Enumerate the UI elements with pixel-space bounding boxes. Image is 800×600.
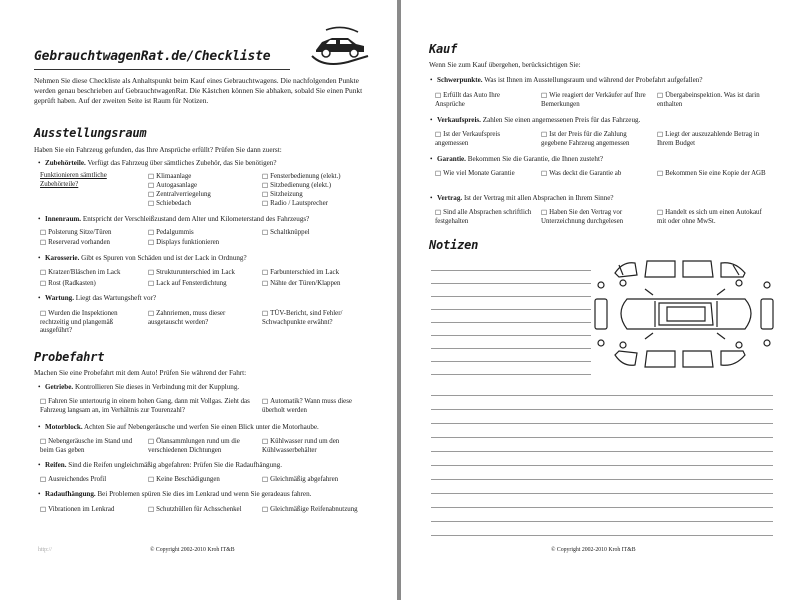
bullet-dot: • xyxy=(38,159,41,167)
checkbox-item[interactable]: □ Sind alle Absprachen schriftlich festgehalten xyxy=(435,208,532,225)
checkbox-item[interactable]: □ Kratzer/Bläschen im Lack xyxy=(40,268,121,276)
checkbox-item[interactable]: □ Schaltknüppel xyxy=(262,228,310,236)
bullet-dot: • xyxy=(430,155,433,163)
bullet-verkaufspreis xyxy=(430,116,767,125)
bullet-text: Was ist Ihnen im Ausstellungsraum und während der Probefahrt aufgefallen? xyxy=(484,76,703,84)
note-line[interactable] xyxy=(431,374,591,375)
note-line[interactable] xyxy=(431,479,773,480)
note-line[interactable] xyxy=(431,493,773,494)
bullet-dot: • xyxy=(38,490,41,498)
checkbox-item[interactable]: □ Reserverad vorhanden xyxy=(40,238,110,246)
note-line[interactable] xyxy=(431,521,773,522)
checkbox-item[interactable]: □ Bekommen Sie eine Kopie der AGB xyxy=(657,169,766,177)
note-line[interactable] xyxy=(431,335,591,336)
checkbox-item[interactable]: □ Liegt der auszuzahlende Betrag in Ihrem Budget xyxy=(657,130,760,147)
checkbox-item[interactable]: □ Nebengeräusche im Stand und beim Gas geben xyxy=(40,437,133,454)
bullet-label: Reifen. xyxy=(45,461,67,469)
bullet-schwerpunkte xyxy=(430,76,767,85)
checkbox-item[interactable]: □ Schutzhüllen für Achsschenkel xyxy=(148,505,242,513)
copyright-footer: © Copyright 2002-2010 Kroh IT&B xyxy=(551,547,636,553)
bullet-text: Bei Problemen spüren Sie dies im Lenkrad und wenn Sie geradeaus fahren. xyxy=(97,490,312,498)
copyright-footer: © Copyright 2002-2010 Kroh IT&B xyxy=(150,547,235,553)
bullet-innenraum xyxy=(38,215,380,224)
bullet-dot: • xyxy=(430,116,433,124)
checkbox-item[interactable]: □ Wie reagiert der Verkäufer auf Ihre Bemerkungen xyxy=(541,91,646,108)
bullet-label: Radaufhängung. xyxy=(45,490,96,498)
note-line[interactable] xyxy=(431,423,773,424)
checkbox-item[interactable]: □ Erfüllt das Auto Ihre Ansprüche xyxy=(435,91,500,108)
checkbox-item[interactable]: □ Fensterbedienung (elekt.) xyxy=(262,172,341,180)
bullet-dot: • xyxy=(38,215,41,223)
bullet-text: Gibt es Spuren von Schäden und ist der Lack in Ordnung? xyxy=(81,254,247,262)
note-line[interactable] xyxy=(431,451,773,452)
checkbox-item[interactable]: □ Schiebedach xyxy=(148,199,191,207)
bullet-vertrag xyxy=(430,194,767,203)
car-damage-diagram xyxy=(593,255,775,387)
note-line[interactable] xyxy=(431,348,591,349)
checkbox-item[interactable]: □ Strukturunterschied im Lack xyxy=(148,268,235,276)
bullet-dot: • xyxy=(430,194,433,202)
bullet-text: Kontrollieren Sie dieses in Verbindung mit der Kupplung. xyxy=(74,383,240,391)
bullet-zubehoer xyxy=(38,159,375,168)
checkbox-item[interactable]: □ Ölansammlungen rund um die verschiedenen Dichtungen xyxy=(148,437,240,454)
checkbox-item[interactable]: □ Farbunterschied im Lack xyxy=(262,268,340,276)
checkbox-item[interactable]: □ Gleichmäßige Reifenabnutzung xyxy=(262,505,358,513)
note-line[interactable] xyxy=(431,283,591,284)
bullet-dot: • xyxy=(38,383,41,391)
kauf-intro: Wenn Sie zum Kauf übergehen, berücksichtigen Sie: xyxy=(429,61,581,69)
bullet-dot: • xyxy=(38,254,41,262)
section-heading-kauf: Kauf xyxy=(429,42,458,56)
checkbox-item[interactable]: □ Übergabeinspektion. Was ist darin enthalten xyxy=(657,91,760,108)
checkbox-item[interactable]: □ Polsterung Sitze/Türen xyxy=(40,228,112,236)
checkbox-item[interactable]: □ Handelt es sich um einen Autokauf mit oder ohne MwSt. xyxy=(657,208,762,225)
checkbox-item[interactable]: □ Zahnriemen, muss dieser ausgetauscht werden? xyxy=(148,309,226,326)
checkbox-item[interactable]: □ Fahren Sie untertourig in einem hohen Gang, dann mit Vollgas. Zieht das Fahrzeug langsam an, im Verhältnis zur Tourenzahl? xyxy=(40,397,250,414)
note-line[interactable] xyxy=(431,437,773,438)
bullet-text: Bekommen Sie die Garantie, die Ihnen zusteht? xyxy=(467,155,604,163)
section-heading-notizen: Notizen xyxy=(429,238,479,252)
bullet-garantie xyxy=(430,155,767,164)
checkbox-item[interactable]: □ Ist der Preis für die Zahlung gegebene Fahrzeug angemessen xyxy=(541,130,630,147)
bullet-dot: • xyxy=(430,76,433,84)
section-heading-probefahrt: Probefahrt xyxy=(34,350,105,364)
bullet-label: Motorblock. xyxy=(45,423,83,431)
checkbox-item[interactable]: □ Radio / Lautsprecher xyxy=(262,199,328,207)
intro-text: Nehmen Sie diese Checkliste als Anhaltspunkt beim Kauf eines Gebrauchtwagens. Die nachfolgenden Punkte werden genau beschrieben auf GebrauchtwagenRat. Die Kästchen können Sie abhaken, sobald Sie einen Punkt geprüft haben. Auf der zweiten Seite ist Raum für Notizen. xyxy=(34,76,363,105)
checkbox-item[interactable]: □ Ausreichendes Profil xyxy=(40,475,107,483)
checkbox-item[interactable]: □ Haben Sie den Vertrag vor Unterzeichnung durchgelesen xyxy=(541,208,624,225)
zubehoer-question-line2: Zubehörteile? xyxy=(40,181,79,188)
checkbox-item[interactable]: □ Keine Beschädigungen xyxy=(148,475,220,483)
checkbox-item[interactable]: □ Nähte der Türen/Klappen xyxy=(262,279,341,287)
bullet-text: Entspricht der Verschleißzustand dem Alter und Kilometerstand des Fahrzeugs? xyxy=(82,215,310,223)
checkbox-item[interactable]: □ Wie viel Monate Garantie xyxy=(435,169,515,177)
note-line[interactable] xyxy=(431,309,591,310)
bullet-motorblock xyxy=(38,423,385,432)
bullet-label: Innenraum. xyxy=(45,215,82,223)
checkbox-item[interactable]: □ Automatik? Wann muss diese überholt werden xyxy=(262,397,352,414)
checkbox-item[interactable]: □ Autogasanlage xyxy=(148,181,198,189)
bullet-label: Zubehörteile. xyxy=(45,159,86,167)
bullet-getriebe xyxy=(38,383,380,392)
bullet-label: Karosserie. xyxy=(45,254,80,262)
section-heading-ausstellungsraum: Ausstellungsraum xyxy=(34,126,147,140)
note-line[interactable] xyxy=(431,465,773,466)
bullet-label: Schwerpunkte. xyxy=(437,76,483,84)
bullet-wartung xyxy=(38,294,380,303)
document-title: GebrauchtwagenRat.de/Checkliste xyxy=(34,49,271,64)
checkbox-item[interactable]: □ Lack auf Fensterdichtung xyxy=(148,279,227,287)
checkbox-item[interactable]: □ TÜV-Bericht, sind Fehler/ Schwachpunkte erwähnt? xyxy=(262,309,343,326)
checkbox-item[interactable]: □ Klimaanlage xyxy=(148,172,192,180)
note-line[interactable] xyxy=(431,361,591,362)
bullet-dot: • xyxy=(38,294,41,302)
zubehoer-question-line1: Funktionieren sämtliche xyxy=(40,172,107,179)
note-line[interactable] xyxy=(431,535,773,536)
checkbox-item[interactable]: □ Ist der Verkaufspreis angemessen xyxy=(435,130,501,147)
note-line[interactable] xyxy=(431,270,591,271)
checkbox-item[interactable]: □ Kühlwasser rund um den Kühlwasserbehälter xyxy=(262,437,340,454)
bullet-radaufhaengung xyxy=(38,490,385,499)
checkbox-item[interactable]: □ Gleichmäßig abgefahren xyxy=(262,475,339,483)
checkbox-item[interactable]: □ Displays funktionieren xyxy=(148,238,220,246)
bullet-label: Garantie. xyxy=(437,155,466,163)
bullet-text: Ist der Vertrag mit allen Absprachen in Ihrem Sinne? xyxy=(463,194,614,202)
bullet-label: Vertrag. xyxy=(437,194,463,202)
checkbox-item[interactable]: □ Wurden die Inspektionen rechtzeitig und plangemäß ausgeführt? xyxy=(40,309,118,334)
checkbox-item[interactable]: □ Sitzbedienung (elekt.) xyxy=(262,181,332,189)
bullet-text: Verfügt das Fahrzeug über sämtliches Zubehör, das Sie benötigen? xyxy=(87,159,277,167)
bullet-text: Zahlen Sie einen angemessenen Preis für das Fahrzeug. xyxy=(482,116,641,124)
note-line[interactable] xyxy=(431,296,591,297)
bullet-text: Liegt das Wartungsheft vor? xyxy=(75,294,157,302)
bullet-text: Achten Sie auf Nebengeräusche und werfen Sie einen Blick unter die Motorhaube. xyxy=(84,423,319,431)
bullet-reifen xyxy=(38,461,380,470)
checkbox-item[interactable]: □ Sitzheizung xyxy=(262,190,303,198)
bullet-karosserie xyxy=(38,254,380,263)
bullet-label: Verkaufspreis. xyxy=(437,116,481,124)
note-line[interactable] xyxy=(431,409,773,410)
note-line[interactable] xyxy=(431,507,773,508)
bullet-label: Getriebe. xyxy=(45,383,74,391)
bullet-dot: • xyxy=(38,461,41,469)
bullet-label: Wartung. xyxy=(45,294,74,302)
checkbox-item[interactable]: □ Rost (Radkasten) xyxy=(40,279,96,287)
right-page xyxy=(401,0,800,600)
checkbox-item[interactable]: □ Pedalgummis xyxy=(148,228,194,236)
title-rule xyxy=(34,69,290,70)
probefahrt-intro: Machen Sie eine Probefahrt mit dem Auto! Prüfen Sie während der Fahrt: xyxy=(34,369,247,377)
checkbox-item[interactable]: □ Vibrationen im Lenkrad xyxy=(40,505,115,513)
url-stamp: http:// xyxy=(38,547,52,553)
checkbox-item[interactable]: □ Was deckt die Garantie ab xyxy=(541,169,622,177)
bullet-text: Sind die Reifen ungleichmäßig abgefahren: Prüfen Sie die Radaufhängung. xyxy=(68,461,283,469)
note-line[interactable] xyxy=(431,395,773,396)
left-page xyxy=(0,0,397,600)
checkbox-item[interactable]: □ Zentralverriegelung xyxy=(148,190,211,198)
note-line[interactable] xyxy=(431,322,591,323)
bullet-dot: • xyxy=(38,423,41,431)
ausstellungsraum-intro: Haben Sie ein Fahrzeug gefunden, das Ihre Ansprüche erfüllt? Prüfen Sie dann zuerst: xyxy=(34,146,282,154)
car-hands-logo xyxy=(302,22,374,70)
